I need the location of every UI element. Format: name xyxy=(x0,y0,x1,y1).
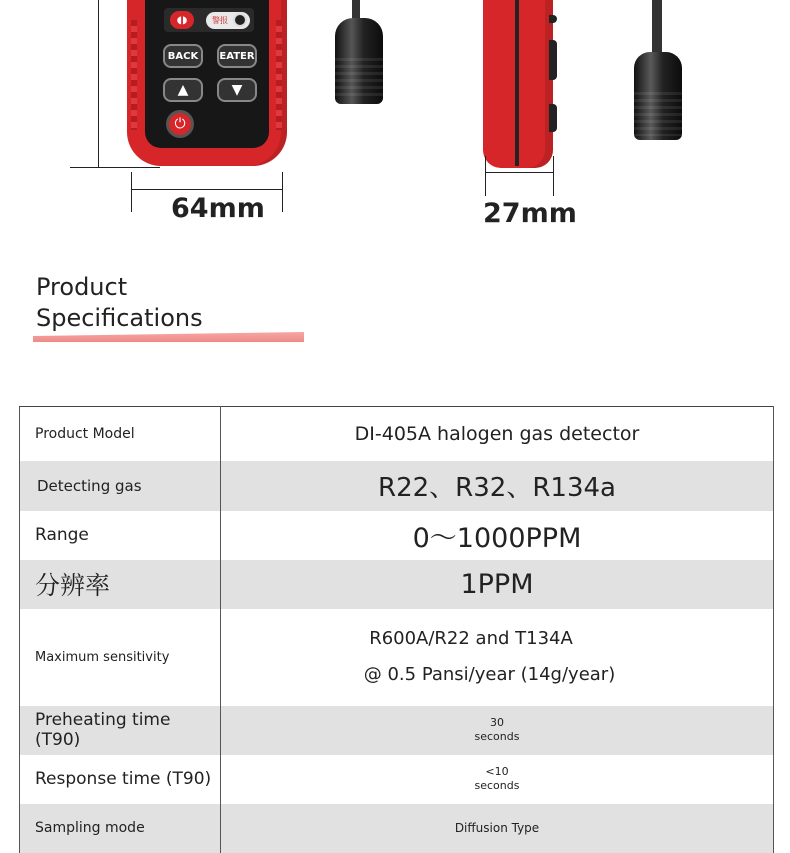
probe-gooseneck xyxy=(352,0,360,20)
probe-head-texture xyxy=(335,58,383,98)
probe-head-texture xyxy=(634,92,682,136)
section-title-line2: Specifications xyxy=(36,304,203,332)
spec-table xyxy=(19,406,774,853)
table-row xyxy=(20,804,774,853)
spec-key: Response time (T90) xyxy=(20,755,221,804)
table-row xyxy=(20,560,774,609)
spec-value: Diffusion Type xyxy=(221,804,774,853)
depth-dimension-line xyxy=(485,172,554,173)
spec-value-line: <10 xyxy=(485,765,509,778)
height-dimension-line xyxy=(98,0,99,167)
eater-key: EATER xyxy=(217,44,257,68)
spec-key: Maximum sensitivity xyxy=(20,609,221,706)
speaker-icon: ◖◗ xyxy=(170,11,194,29)
up-arrow-key: ▲ xyxy=(163,78,203,102)
table-row xyxy=(20,511,774,560)
spec-key: 分辨率 xyxy=(20,560,221,609)
side-button xyxy=(549,15,557,23)
power-icon: ⏻ xyxy=(166,110,194,138)
width-dimension-cap xyxy=(131,172,132,212)
spec-value: DI-405A halogen gas detector xyxy=(221,407,774,461)
depth-dimension-cap xyxy=(485,156,486,196)
depth-dimension-cap xyxy=(553,156,554,196)
down-arrow-key: ▼ xyxy=(217,78,257,102)
table-row xyxy=(20,609,774,706)
back-key: BACK xyxy=(163,44,203,68)
spec-key: Preheating time (T90) xyxy=(20,706,221,755)
spec-value xyxy=(221,755,774,804)
width-dimension-label: 64mm xyxy=(171,193,265,224)
table-row xyxy=(20,755,774,804)
spec-value: 0～1000PPM xyxy=(221,511,774,560)
left-grip xyxy=(131,20,137,130)
alarm-indicator-label: 警报 xyxy=(206,12,250,29)
right-grip xyxy=(276,20,282,130)
spec-value: R22、R32、R134a xyxy=(221,461,774,511)
side-seam xyxy=(515,0,519,166)
spec-key: Range xyxy=(20,511,221,560)
side-button xyxy=(549,40,557,80)
width-dimension-cap xyxy=(282,172,283,212)
table-row xyxy=(20,461,774,511)
table-row xyxy=(20,706,774,755)
width-dimension-line xyxy=(131,189,283,190)
table-row xyxy=(20,407,774,461)
spec-key: Detecting gas xyxy=(20,461,221,511)
spec-value xyxy=(221,609,774,706)
probe-gooseneck xyxy=(652,0,662,56)
spec-value-line: 30 xyxy=(490,716,504,729)
depth-dimension-label: 27mm xyxy=(483,198,577,229)
spec-key: Sampling mode xyxy=(20,804,221,853)
alarm-led-icon xyxy=(233,13,247,27)
spec-value: 1PPM xyxy=(221,560,774,609)
spec-key: Product Model xyxy=(20,407,221,461)
section-title xyxy=(36,272,203,334)
spec-value-line: seconds xyxy=(474,779,520,792)
spec-value-line: R600A/R22 and T134A xyxy=(369,628,573,649)
spec-value xyxy=(221,706,774,755)
height-dimension-baseline xyxy=(70,167,160,168)
spec-value-line: @ 0.5 Pansi/year (14g/year) xyxy=(363,664,616,685)
section-title-line1: Product xyxy=(36,273,128,301)
spec-value-line: seconds xyxy=(474,730,520,743)
side-button xyxy=(549,104,557,132)
